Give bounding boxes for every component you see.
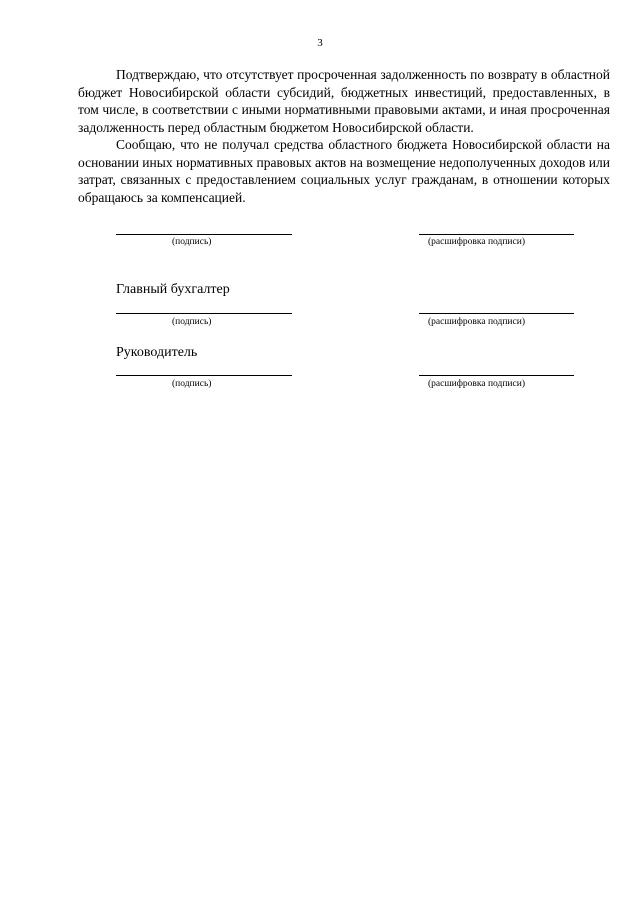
applicant-signature-line: [116, 234, 292, 235]
page-number: 3: [317, 37, 323, 49]
applicant-decoding-caption: (расшифровка подписи): [428, 237, 525, 247]
director-decoding-line: [419, 375, 574, 376]
chief-accountant-signature-line: [116, 313, 292, 314]
director-signature-line: [116, 375, 292, 376]
director-title: Руководитель: [116, 345, 198, 360]
statement-paragraph: Сообщаю, что не получал средства областного бюджета Новосибирской области на основании иных нормативных правовых актов на возмещение недополученных доходов или затрат, связанных с предоставлением социальных услуг гражданам, в отношении которых обращаюсь за компенсацией.: [78, 137, 610, 205]
confirmation-paragraph: Подтверждаю, что отсутствует просроченная задолженность по возврату в областной бюджет Новосибирской области субсидий, бюджетных инвестиций, предоставленных, в том числе, в соответствии с иными нормативными правовыми актами, и иная просроченная задолженность перед областным бюджетом Новосибирской области.: [78, 67, 610, 135]
chief-accountant-title: Главный бухгалтер: [116, 282, 230, 297]
chief-accountant-decoding-line: [419, 313, 574, 314]
document-body: [78, 66, 610, 206]
applicant-signature-caption: (подпись): [172, 237, 212, 247]
director-decoding-caption: (расшифровка подписи): [428, 379, 525, 389]
chief-accountant-signature-caption: (подпись): [172, 317, 212, 327]
chief-accountant-decoding-caption: (расшифровка подписи): [428, 317, 525, 327]
director-signature-caption: (подпись): [172, 379, 212, 389]
applicant-decoding-line: [419, 234, 574, 235]
